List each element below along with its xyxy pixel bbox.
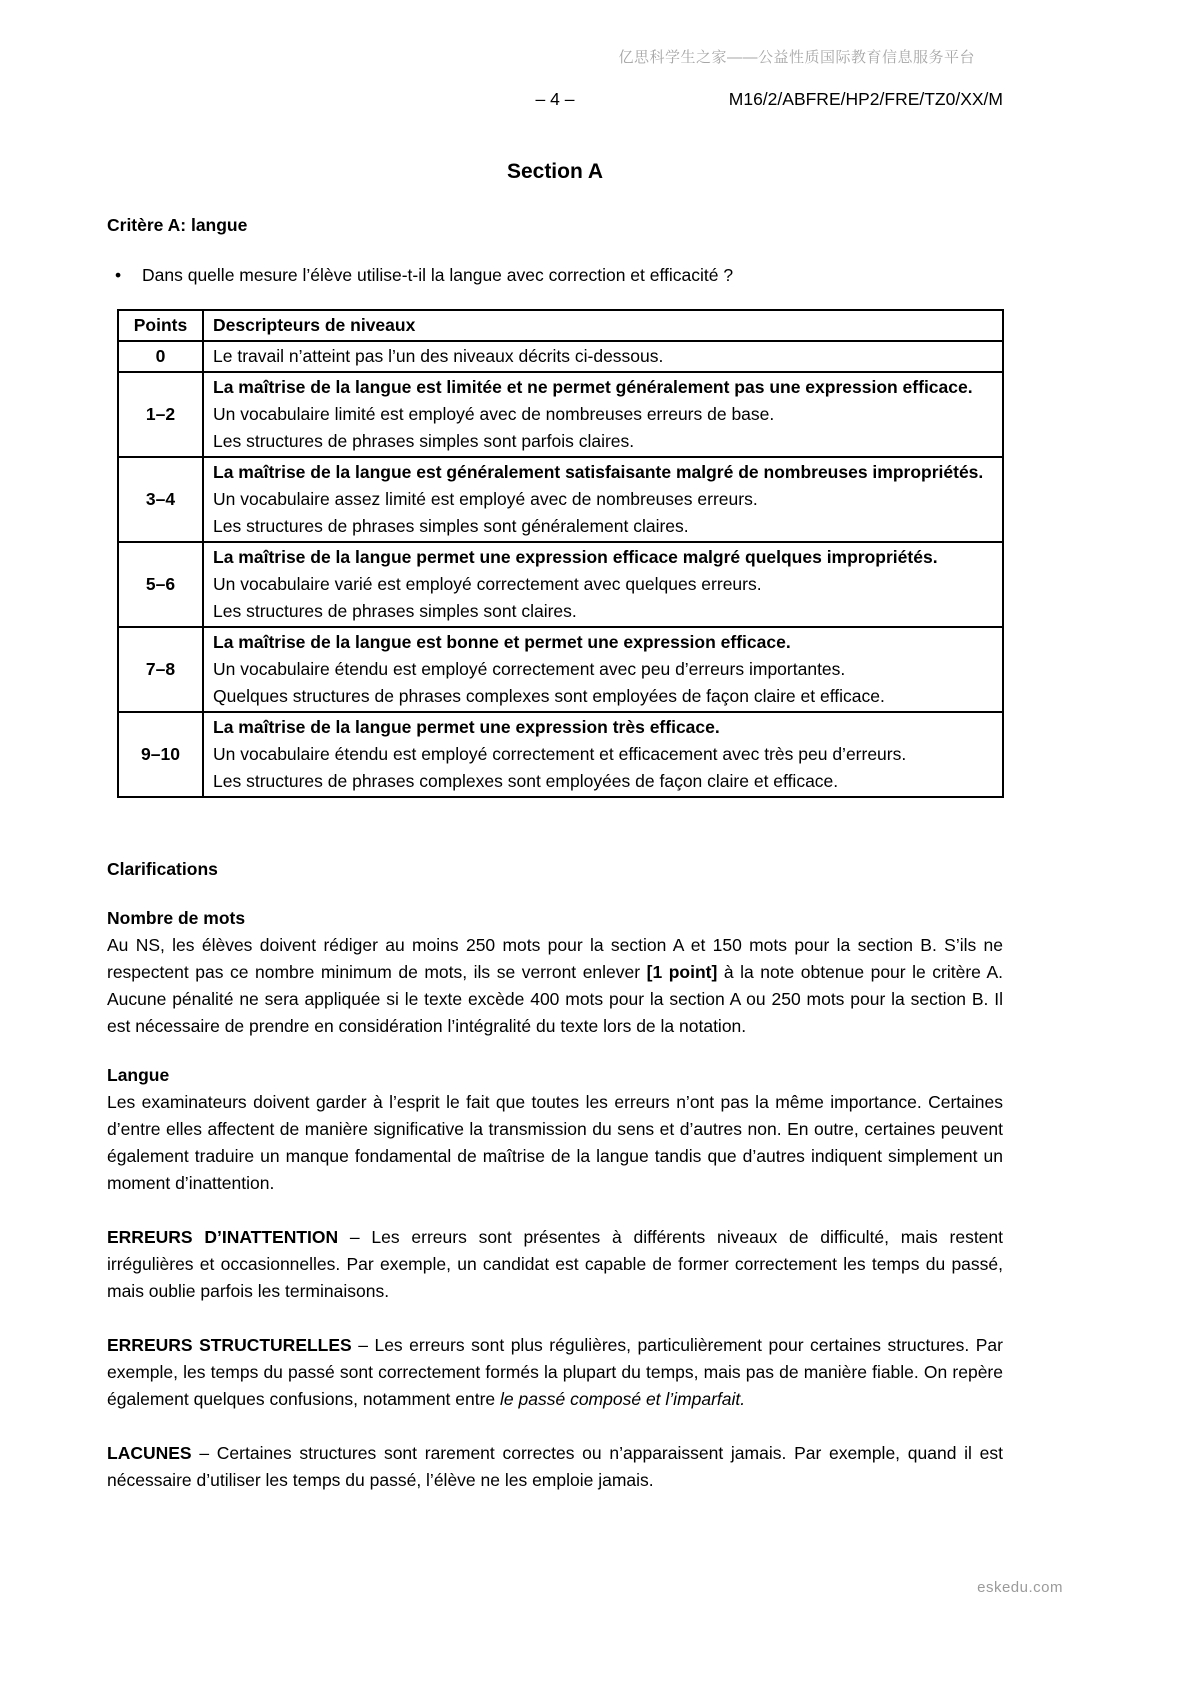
rubric-row-0 [118,341,1003,372]
column-header-points: Points [118,310,203,341]
descriptor-line: Un vocabulaire étendu est employé correctement avec peu d’erreurs importantes. [213,659,846,679]
site-watermark: eskedu.com [977,1579,1063,1596]
descriptor-cell [203,542,1003,627]
structural-errors-italic: le passé composé et l’imparfait. [500,1389,746,1409]
descriptor-headline: La maîtrise de la langue est bonne et permet une expression efficace. [213,632,791,652]
rubric-row-1-2 [118,372,1003,457]
page-number: – 4 – [535,89,575,109]
descriptor-headline: La maîtrise de la langue est limitée et ne permet généralement pas une expression efficace. [213,377,973,397]
rubric-row-9-10 [118,712,1003,797]
descriptor-cell [203,627,1003,712]
points-cell: 0 [118,341,203,372]
descriptor-line: Un vocabulaire limité est employé avec de nombreuses erreurs de base. [213,404,775,424]
rubric-row-3-4 [118,457,1003,542]
descriptor-headline: La maîtrise de la langue permet une expression efficace malgré quelques impropriétés. [213,547,938,567]
inattention-errors-text: – Les erreurs sont présentes à différents niveaux de difficulté, mais restent irrégulières et occasionnelles. Par exemple, un candidat est capable de former correctement les temps du passé, mais oublie parfois les terminaisons. [107,1227,1004,1301]
gaps-lead: LACUNES [107,1443,192,1463]
site-banner: 亿思科学生之家——公益性质国际教育信息服务平台 [618,49,975,66]
points-cell: 7–8 [118,627,203,712]
descriptor-line: Les structures de phrases simples sont claires. [213,601,577,621]
rubric-header-row [118,310,1003,341]
criterion-heading: Critère A: langue [107,215,248,235]
points-cell: 5–6 [118,542,203,627]
section-title: Section A [506,160,604,183]
descriptor-cell [203,341,1003,372]
rubric-row-5-6 [118,542,1003,627]
inattention-errors-paragraph [107,1224,1003,1305]
word-count-block [107,905,1003,1040]
descriptor-line: Les structures de phrases simples sont généralement claires. [213,516,689,536]
descriptor-line: Le travail n’atteint pas l’un des niveaux décrits ci-dessous. [213,346,664,366]
clarifications-heading: Clarifications [107,859,218,879]
points-cell: 3–4 [118,457,203,542]
language-paragraph: Les examinateurs doivent garder à l’esprit le fait que toutes les erreurs n’ont pas la même importance. Certaines d’entre elles affectent de manière significative la transmission du sens et d’autres non. En outre, certaines peuvent également traduire un manque fondamental de maîtrise de la langue tandis que d’autres indiquent simplement un moment d’inattention. [107,1092,1003,1193]
bullet-icon: • [115,265,122,285]
structural-errors-lead: ERREURS STRUCTURELLES [107,1335,352,1355]
language-block [107,1062,1003,1197]
descriptor-cell [203,372,1003,457]
inattention-errors-lead: ERREURS D’INATTENTION [107,1227,339,1247]
descriptor-line: Un vocabulaire assez limité est employé avec de nombreuses erreurs. [213,489,758,509]
word-count-text: Au NS, les élèves doivent rédiger au moins 250 mots pour la section A et 150 mots pour la section B. S’ils ne respectent pas ce nombre minimum de mots, ils se verront enlever [107,935,1003,982]
document-page [107,0,1003,1494]
guiding-question [107,262,1003,289]
word-count-paragraph [107,932,1003,1040]
rubric-row-7-8 [118,627,1003,712]
descriptor-headline: La maîtrise de la langue est généralement satisfaisante malgré de nombreuses impropriétés. [213,462,984,482]
guiding-question-text: Dans quelle mesure l’élève utilise-t-il la langue avec correction et efficacité ? [142,265,734,285]
structural-errors-paragraph [107,1332,1003,1413]
rubric-table [117,309,1004,798]
descriptor-line: Quelques structures de phrases complexes sont employées de façon claire et efficace. [213,686,885,706]
points-cell: 1–2 [118,372,203,457]
page-header [107,86,1003,110]
word-count-heading: Nombre de mots [107,908,246,928]
descriptor-headline: La maîtrise de la langue permet une expression très efficace. [213,717,720,737]
descriptor-cell [203,457,1003,542]
descriptor-line: Les structures de phrases simples sont parfois claires. [213,431,635,451]
word-count-penalty: [1 point] [646,962,718,982]
word-count-text: à la note obtenue pour le critère A. Aucune pénalité ne sera appliquée si le texte excède 400 mots pour la section A ou 250 mots pour la section B. Il est nécessaire de prendre en considération l’intégralité du texte lors de la notation. [107,962,1004,1036]
descriptor-cell [203,712,1003,797]
points-cell: 9–10 [118,712,203,797]
structural-errors-text: – Les erreurs sont plus régulières, particulièrement pour certaines structures. Par exemple, les temps du passé sont correctement formés la plupart du temps, mais pas de manière fiable. On repère également quelques confusions, notamment entre [107,1335,1003,1409]
descriptor-line: Un vocabulaire étendu est employé correctement et efficacement avec très peu d’erreurs. [213,744,907,764]
language-heading: Langue [107,1065,170,1085]
paper-code: M16/2/ABFRE/HP2/FRE/TZ0/XX/M [728,89,1003,109]
descriptor-line: Un vocabulaire varié est employé correctement avec quelques erreurs. [213,574,762,594]
gaps-paragraph [107,1440,1003,1494]
descriptor-line: Les structures de phrases complexes sont employées de façon claire et efficace. [213,771,839,791]
column-header-descriptors: Descripteurs de niveaux [203,310,1003,341]
gaps-text: – Certaines structures sont rarement correctes ou n’apparaissent jamais. Par exemple, quand il est nécessaire d’utiliser les temps du passé, l’élève ne les emploie jamais. [107,1443,1003,1490]
